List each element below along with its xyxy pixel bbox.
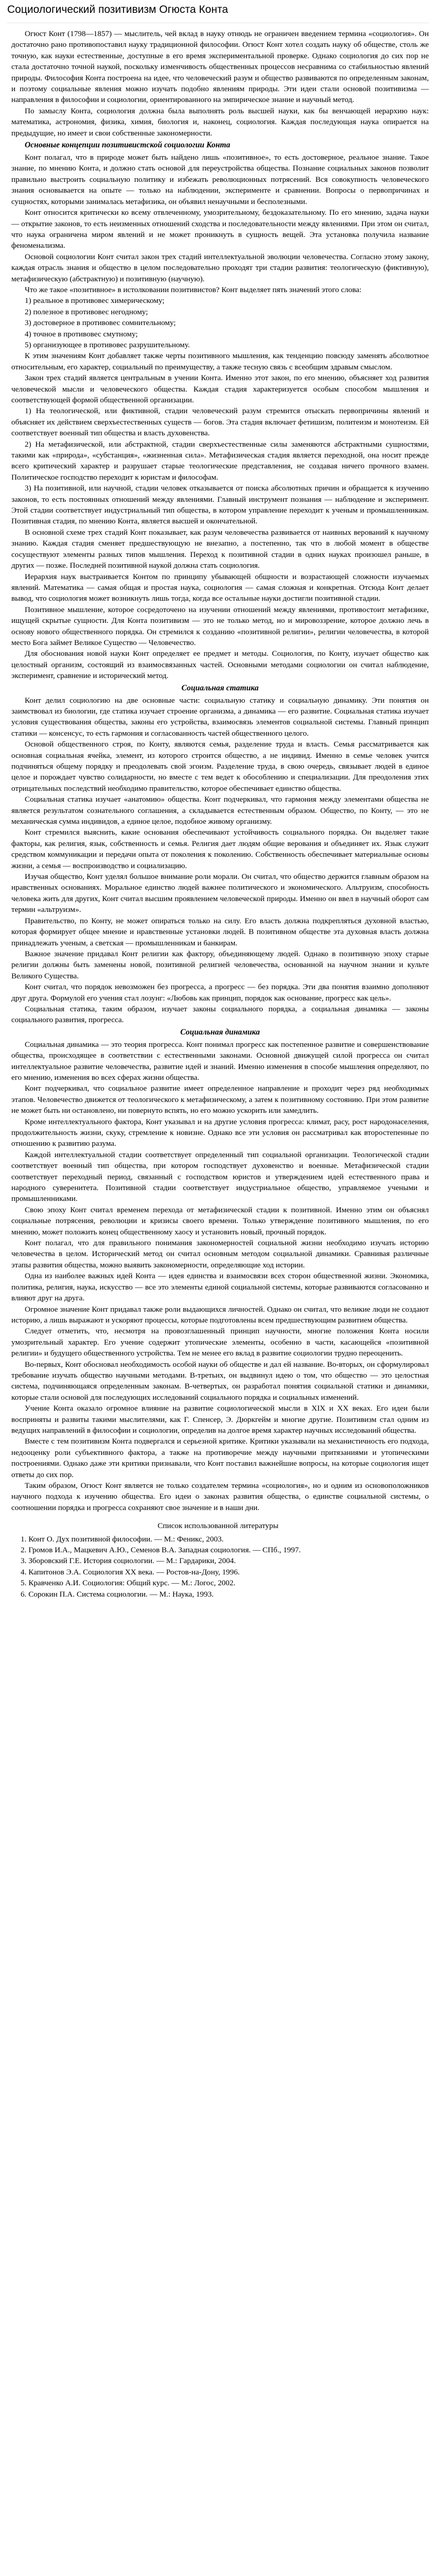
paragraph: К этим значениям Конт добавляет также черты позитивного мышления, как тенденцию повсюду заменять абсолютное относительным, его характер, социальный по преимуществу, а также тесную связь с всеобщим здравым смыслом. [11, 351, 429, 371]
paragraph: В основной схеме трех стадий Конт показывает, как разум человечества развивается от наивных верований к научному знанию. Каждая стадия сменяет предшествующую не внезапно, а постепенно, так что в любой момент в обществе сосуществуют элементы разных типов мышления. Переход к позитивной стадии в одних науках произошел раньше, в других — позже. Последней позитивной наукой должна стать социология. [11, 528, 429, 570]
references-title: Список использованной литературы [158, 1521, 278, 1531]
list-item: 1) реальное в противовес химерическому; [25, 296, 165, 306]
paragraph: Конт полагал, что для правильного понимания закономерностей социальной жизни необходимо изучать историю человечества в целом. Исторический метод он считал основным методом социальной динамики. Сравнивая различные этапы развития общества, можно выявить закономерности, определяющие ход истории. [11, 1239, 429, 1269]
paragraph: Закон трех стадий является центральным в учении Конта. Именно этот закон, по его мнению, объясняет ход развития человеческой мысли и человеческого общества. Каждая стадия характеризуется особым способом мышления и соответствующей формой общественной организации. [11, 374, 429, 404]
paragraph: Социальная динамика — это теория прогресса. Конт понимал прогресс как постепенное развитие и совершенствование общества, происходящее в соответствии с естественными законами. Основной движущей силой прогресса он считал интеллектуальное развитие человечества, развитие идей и знаний. Именно изменения в способе мышления определяют, по его мнению, изменения во всех сферах жизни общества. [11, 1040, 429, 1082]
paragraph: Позитивное мышление, которое сосредоточено на изучении отношений между явлениями, противостоит метафизике, ищущей скрытые сущности. Для Конта позитивизм — это не только метод, но и мировоззрение, которое должно лечь в основу нового общественного порядка. Он стремился к созданию «позитивной религии», религии человечества, в которой место Бога займет Великое Существо — Человечество. [11, 605, 429, 647]
paragraph: Социальная статика, таким образом, изучает законы социального порядка, а социальная динамика — законы социального развития, прогресса. [11, 1004, 429, 1025]
paragraph: Огюст Конт (1798—1857) — мыслитель, чей вклад в науку отнюдь не ограничен введением термина «социология». Он достаточно рано противопоставил науку традиционной философии. Огюст Конт хотел создать науку об обществе, столь же точную, как науки естественные, доступные в его время экспериментальной проверке. Однако социология до сих пор не стала достаточно точной наукой, поскольку изменчивость общественных процессов несравнима со стабильностью явлений природы. Философия Конта построена на идее, что человеческий разум и общество развиваются по определенным законам, и поэтому социальные явления можно изучать подобно явлениям природы. Эти идеи стали основой позитивизма — направления в философии и социологии, ориентированного на эмпирическое знание и научный метод. [11, 29, 429, 105]
paragraph: Что же такое «позитивное» в истолковании позитивистов? Конт выделяет пять значений этого слова: [25, 285, 362, 294]
references-list [7, 1534, 429, 1600]
paragraph: Изучая общество, Конт уделял большое внимание роли морали. Он считал, что общество держится главным образом на нравственных основаниях. Моральное единство людей важнее политического и экономического. Альтруизм, способность человека жить для других, Конт считал высшим проявлением человеческой природы. Именно он ввел в научный оборот сам термин «альтруизм». [11, 872, 429, 914]
references-section [7, 1520, 429, 1600]
paragraph: Конт относится критически ко всему отвлеченному, умозрительному, бездоказательному. По его мнению, задача науки — открытие законов, то есть неизменных отношений сходства и последовательности между явлениями. При этом он считал, что наука ограничена миром явлений и не может проникнуть в сущность вещей. Эта установка получила название феноменализма. [11, 208, 429, 250]
paragraph: Во-первых, Конт обосновал необходимость особой науки об обществе и дал ей название. Во-вторых, он сформулировал требование изучать общество научными методами. В-третьих, он выдвинул идею о том, что общество — это целостная система, подчиняющаяся определенным законам. В-четвертых, он разработал понятия социальной статики и динамики, которые стали основой для последующих исследований социального порядка и социальных изменений. [11, 1360, 429, 1402]
reference-item: 6. Сорокин П.А. Система социологии. — М.: Наука, 1993. [21, 1589, 214, 1599]
section-heading: Основные концепции позитивистской социологии Конта [25, 141, 231, 150]
paragraph: Конт стремился выяснить, какие основания обеспечивают устойчивость социального порядка. Он выделяет такие факторы, как религия, язык, собственность и семья. Религия дает людям общие верования и объединяет их. Язык служит средством коммуникации и передачи опыта от поколения к поколению. Собственность обеспечивает материальные основы жизни, а семья — воспроизводство и социализацию. [11, 828, 429, 870]
paragraph: Конт делил социологию на две основные части: социальную статику и социальную динамику. Эти понятия он заимствовал из биологии, где статика изучает строение организма, а динамика — его развитие. Социальная статика изучает условия существования общества, законы его устройства, взаимосвязь элементов социальной системы. Главный принцип статики — консенсус, то есть гармония и согласованность частей общественного целого. [11, 696, 429, 738]
reference-item: 1. Конт О. Дух позитивной философии. — М.: Феникс, 2003. [21, 1534, 224, 1544]
paragraph: Следует отметить, что, несмотря на провозглашенный принцип научности, многие положения Конта носили умозрительный характер. Его учение содержит утопические элементы, особенно в части, касающейся «позитивной религии» и будущего общественного устройства. Тем не менее его вклад в развитие социологии трудно переоценить. [11, 1327, 429, 1358]
list-item: 2) полезное в противовес негодному; [25, 307, 148, 316]
paragraph: Огромное значение Конт придавал также роли выдающихся личностей. Однако он считал, что великие люди не создают историю, а лишь выражают и ускоряют процессы, которые подготовлены всем предшествующим развитием общества. [11, 1304, 429, 1325]
paragraph: Одна из наиболее важных идей Конта — идея единства и взаимосвязи всех сторон общественной жизни. Экономика, политика, религия, наука, искусство — все это элементы единой социальной системы, которые развиваются согласованно и влияют друг на друга. [11, 1272, 429, 1303]
paragraph: Социальная статика изучает «анатомию» общества. Конт подчеркивал, что гармония между элементами общества не является результатом сознательного соглашения, а складывается естественным образом. Общество, по Конту, — это не механическая сумма индивидов, а единое целое, подобное живому организму. [11, 795, 429, 826]
paragraph: Кроме интеллектуального фактора, Конт указывал и на другие условия прогресса: климат, расу, рост народонаселения, продолжительность жизни, скуку, стремление к новизне. Однако все эти условия он рассматривал как второстепенные по отношению к развитию разума. [11, 1117, 429, 1148]
paragraph: Учение Конта оказало огромное влияние на развитие социологической мысли в XIX и XX веках. Его идеи были восприняты и развиты такими мыслителями, как Г. Спенсер, Э. Дюркгейм и многие другие. Позитивизм стал одним из ведущих направлений в философии и социологии, определив на долгое время характер научных исследований общества. [11, 1404, 429, 1435]
paragraph: Таким образом, Огюст Конт является не только создателем термина «социология», но и одним из основоположников научного подхода к изучению общества. Его идеи о законах развития общества, о единстве социальной системы, о соотношении порядка и прогресса сохраняют свое значение и в наши дни. [11, 1481, 429, 1512]
list-item: 3) достоверное в противовес сомнительному; [25, 318, 176, 328]
paragraph: 2) На метафизической, или абстрактной, стадии сверхъестественные силы заменяются абстрактными сущностями, такими как «природа», «субстанция», «жизненная сила». Метафизическая стадия является переходной, она носит прежде всего критический характер и разрушает старые теологические представления, не создавая ничего прочного взамен. Политическое господство переходит к юристам и философам. [11, 439, 429, 482]
reference-item: 2. Громов И.А., Мацкевич А.Ю., Семенов В.А. Западная социология. — СПб., 1997. [21, 1546, 301, 1555]
paragraph: 1) На теологической, или фиктивной, стадии человеческий разум стремится отыскать первопричины явлений и объясняет их действием сверхъестественных существ — богов. Эта стадия включает фетишизм, политеизм и монотеизм. Ей соответствует военный тип общества и власть духовенства. [11, 406, 429, 438]
paragraph: Правительство, по Конту, не может опираться только на силу. Его власть должна подкрепляться духовной властью, которая формирует общее мнение и нравственные установки людей. В позитивном обществе эта духовная власть должна принадлежать ученым, а светская — промышленникам и банкирам. [11, 916, 429, 947]
list-item: 5) организующее в противовес разрушительному. [25, 340, 190, 349]
paragraph: Свою эпоху Конт считал временем перехода от метафизической стадии к позитивной. Именно этим он объяснял социальные потрясения, революции и кризисы своего времени. Только утверждение позитивного мышления, по его мнению, может положить конец общественному хаосу и установить новый, прочный порядок. [11, 1205, 429, 1236]
paragraph: Конт подчеркивал, что социальное развитие имеет определенное направление и проходит через ряд необходимых этапов. Человечество движется от теологического к метафизическому, а затем к позитивному состоянию. При этом развитие не может быть ни остановлено, ни повернуто вспять, но его можно ускорить или замедлить. [11, 1084, 429, 1115]
paragraph: Каждой интеллектуальной стадии соответствует определенный тип социальной организации. Теологической стадии соответствует военный тип общества, при котором господствует духовенство и военные. Метафизической стадии соответствует переходный период, связанный с господством юристов и утверждением идей естественного права и народного суверенитета. Позитивной стадии соответствует индустриальное общество, управляемое учеными и промышленниками. [11, 1150, 429, 1204]
reference-item: 3. Зборовский Г.Е. История социологии. — М.: Гардарики, 2004. [21, 1556, 236, 1566]
section-heading: Социальная статика [181, 683, 259, 692]
paragraph: Важное значение придавал Конт религии как фактору, объединяющему людей. Однако в позитивную эпоху старые религии должны быть заменены новой, позитивной религией человечества, основанной на научном знании и культе Великого Существа. [11, 949, 429, 980]
paragraph: Иерархия наук выстраивается Контом по принципу убывающей общности и возрастающей сложности изучаемых явлений. Математика — самая общая и простая наука, социология — самая сложная и конкретная. Отсюда Конт делает вывод, что социология может возникнуть лишь тогда, когда все остальные науки достигли позитивной стадии. [11, 572, 429, 603]
paragraph: Основой социологии Конт считал закон трех стадий интеллектуальной эволюции человечества. Согласно этому закону, каждая отрасль знания и общество в целом последовательно проходят три стадии развития: теологическую (фиктивную), метафизическую (абстрактную) и позитивную (научную). [11, 252, 429, 283]
page-title: Социологический позитивизм Огюста Конта [7, 3, 429, 23]
paragraph: Конт считал, что порядок невозможен без прогресса, а прогресс — без порядка. Эти два понятия взаимно дополняют друг друга. Формулой его учения стал лозунг: «Любовь как принцип, порядок как основание, прогресс как цель». [11, 982, 429, 1003]
paragraph: 3) На позитивной, или научной, стадии человек отказывается от поиска абсолютных причин и обращается к изучению законов, то есть постоянных отношений между явлениями. Главный инструмент познания — наблюдение и эксперимент. Этой стадии соответствует индустриальный тип общества, в котором управление переходит к ученым и промышленникам. Позитивная стадия, по мнению Конта, является высшей и окончательной. [11, 484, 429, 526]
paragraph: Основой общественного строя, по Конту, являются семья, разделение труда и власть. Семья рассматривается как основная социальная ячейка, элемент, из которого строится общество, а не индивид. Именно в семье человек учится подчиняться общему порядку и преодолевать свой эгоизм. Разделение труда, в свою очередь, связывает людей в единое целое и порождает чувство солидарности, но вместе с тем ведет к обособлению и специализации. Для преодоления этих отрицательных последствий необходимо правительство, которое обеспечивает единство общества. [11, 740, 429, 793]
list-item: 4) точное в противовес смутному; [25, 329, 138, 338]
paragraph: Для обоснования новой науки Конт определяет ее предмет и методы. Социология, по Конту, изучает общество как целостный организм, состоящий из взаимосвязанных частей. Основными методами социологии он считал наблюдение, эксперимент, сравнение и исторический метод. [11, 649, 429, 681]
paragraph: Вместе с тем позитивизм Конта подвергался и серьезной критике. Критики указывали на механистичность его подхода, недооценку роли субъективного фактора, а также на противоречие между научными притязаниями и утопическими построениями. Однако даже эти критики признавали, что Конт поставил важнейшие вопросы, на которые социология ищет ответы до сих пор. [11, 1437, 429, 1479]
reference-item: 5. Кравченко А.И. Социология: Общий курс. — М.: Логос, 2002. [21, 1579, 236, 1588]
document-body [7, 28, 429, 1513]
paragraph: По замыслу Конта, социология должна была выполнять роль высшей науки, как бы венчающей иерархию наук: математика, астрономия, физика, химия, биология и, наконец, социология. Каждая последующая наука опирается на предыдущие, но имеет и свои собственные закономерности. [11, 106, 429, 138]
reference-item: 4. Капитонов Э.А. Социология XX века. — Ростов-на-Дону, 1996. [21, 1567, 240, 1577]
section-heading: Социальная динамика [180, 1027, 260, 1037]
paragraph: Конт полагал, что в природе может быть найдено лишь «позитивное», то есть достоверное, реальное знание. Такое знание, по мнению Конта, и должно стать основой для переустройства общества. Познание социальных законов позволит правильно выстроить социальную политику и избежать революционных потрясений. Вся совокупность человеческого знания основывается на опыте — только на наблюдении, эксперименте и сравнении. Вопросы о первопричинах и сущностях, которыми занималась метафизика, он объявил ненаучными и бесполезными. [11, 153, 429, 206]
